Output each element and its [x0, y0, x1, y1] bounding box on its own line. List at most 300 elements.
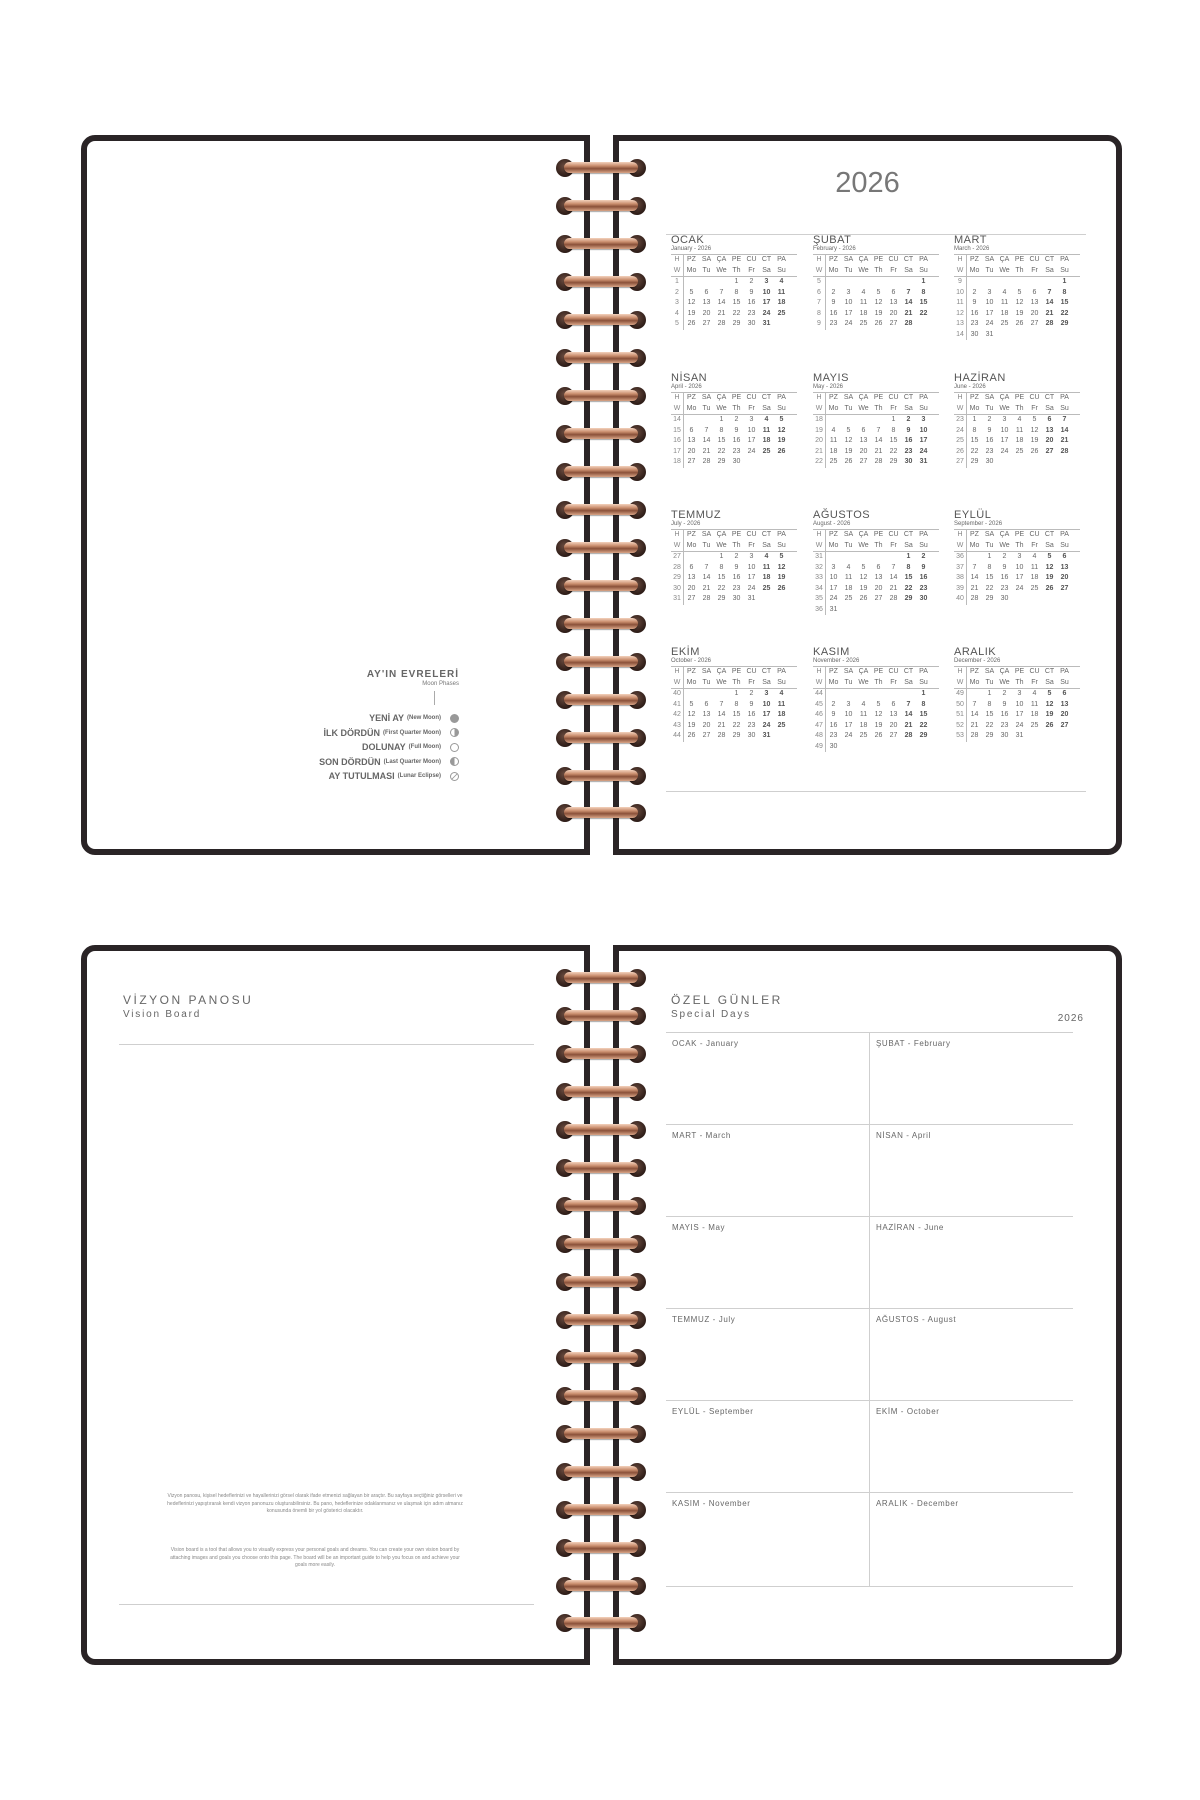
day-cell: 16: [985, 437, 994, 444]
calendar-row: [813, 254, 939, 266]
day-cell: 15: [1060, 299, 1069, 306]
moon-phases-legend: [319, 669, 459, 784]
moon-phase-label: AY TUTULMASI: [328, 771, 395, 782]
day-cell: 9: [972, 299, 977, 306]
day-cell: 31: [762, 732, 771, 739]
day-cell: Fr: [1031, 266, 1038, 274]
day-cell: 18: [1030, 711, 1039, 718]
divider: [666, 791, 1086, 792]
vision-board-text-tr: Vizyon panosu, kişisel hedeflerinizi ve hayallerinizi görsel olarak ifade etmenizi sağlayan bir araçtır. Bu sayfaya seçtiğiniz görselleri ve hedeflerinizi yapıştırarak kendi vizyon panonuzu oluşturabilirsiniz. Bu pano, hedeflerinize odaklanmanız ve ulaşmak için adım atmanız konusunda önemli bir yol gösterici olacaktır.: [167, 1493, 463, 1514]
month-subtitle: May - 2026: [813, 384, 844, 390]
day-cell: [1057, 457, 1072, 468]
moon-phase-row: [319, 711, 459, 726]
calendar-row: [813, 563, 939, 574]
moon-phase-en: (Last Quarter Moon): [383, 758, 441, 765]
day-cell: 20: [1045, 437, 1054, 444]
week-number: W: [813, 266, 826, 277]
day-cell: CU: [746, 256, 757, 263]
day-cell: Fr: [890, 678, 897, 686]
week-number: W: [954, 404, 967, 415]
day-cell: 20: [859, 447, 868, 455]
day-cell: [714, 277, 729, 288]
spiral-coil: [556, 1195, 646, 1215]
month-subtitle: March - 2026: [954, 246, 990, 252]
day-cell: 23: [970, 320, 979, 327]
day-cell: 15: [732, 299, 741, 306]
day-cell: 2: [734, 553, 739, 560]
day-cell: 25: [1030, 721, 1039, 729]
day-cell: 13: [1060, 563, 1069, 571]
day-cell: 31: [1015, 732, 1024, 739]
day-cell: 1: [987, 690, 992, 697]
coil-ring: [564, 200, 638, 211]
day-cell: [856, 552, 871, 563]
day-cell: 11: [777, 288, 786, 296]
day-cell: 20: [702, 309, 711, 317]
calendar-row: [954, 721, 1080, 732]
day-cell: Fr: [1031, 678, 1038, 686]
day-cell: 27: [702, 732, 711, 739]
month-subtitle: February - 2026: [813, 246, 856, 252]
week-number: 28: [671, 563, 684, 574]
week-number: 2: [671, 288, 684, 299]
day-cell: 13: [889, 711, 898, 718]
spiral-coil: [556, 1271, 646, 1291]
year-calendar-page: [613, 135, 1122, 855]
day-cell: 29: [717, 595, 726, 602]
day-cell: 18: [762, 437, 771, 444]
calendar-row: [671, 266, 797, 278]
day-cell: [1057, 594, 1072, 605]
day-cell: 10: [844, 711, 853, 718]
day-cell: 19: [844, 447, 853, 455]
divider: [119, 1604, 534, 1605]
calendar-row: [813, 541, 939, 553]
calendar-row: [954, 426, 1080, 437]
day-cell: 5: [1017, 288, 1022, 296]
month-block: [671, 234, 797, 330]
day-cell: 23: [985, 447, 994, 455]
calendar-row: [954, 563, 1080, 574]
day-cell: 7: [704, 426, 709, 434]
day-cell: 8: [719, 563, 724, 571]
day-cell: 3: [846, 288, 851, 296]
day-cell: 6: [1032, 288, 1037, 296]
day-cell: [856, 742, 871, 753]
day-cell: 8: [734, 288, 739, 296]
spiral-coil: [556, 1233, 646, 1253]
week-number: 43: [671, 721, 684, 732]
day-cell: 14: [717, 299, 726, 306]
day-cell: Th: [1015, 266, 1024, 274]
day-cell: 5: [779, 553, 784, 560]
day-cell: 10: [1015, 563, 1024, 571]
day-cell: 24: [762, 309, 771, 317]
day-cell: 18: [762, 574, 771, 581]
day-cell: 14: [970, 574, 979, 581]
moon-phase-label: DOLUNAY: [361, 742, 406, 753]
coil-ring: [564, 1504, 638, 1515]
day-cell: 1: [719, 416, 724, 423]
day-cell: 30: [985, 458, 994, 465]
day-cell: [1027, 594, 1042, 605]
day-cell: CT: [761, 256, 772, 263]
day-cell: [856, 277, 871, 288]
day-cell: SA: [843, 668, 854, 675]
coil-ring: [564, 732, 638, 743]
day-cell: 8: [987, 700, 992, 708]
day-cell: 21: [889, 584, 898, 592]
coil-ring: [564, 1048, 638, 1059]
day-cell: [1027, 277, 1042, 288]
day-cell: Mo: [969, 266, 980, 274]
day-cell: Mo: [969, 678, 980, 686]
day-cell: 8: [921, 700, 926, 708]
day-cell: We: [858, 541, 869, 549]
day-cell: Tu: [844, 266, 853, 274]
coil-ring: [564, 580, 638, 591]
day-cell: ÇA: [858, 256, 869, 263]
day-cell: Sa: [1045, 266, 1054, 274]
month-subtitle: April - 2026: [671, 384, 702, 390]
calendar-row: [671, 689, 797, 700]
day-cell: [759, 594, 774, 605]
calendar-row: [813, 700, 939, 711]
day-cell: 1: [734, 690, 739, 697]
day-cell: Tu: [985, 404, 994, 412]
day-cell: 28: [970, 595, 979, 602]
day-cell: 27: [687, 458, 696, 465]
day-cell: 4: [846, 563, 851, 571]
day-cell: 22: [732, 309, 741, 317]
day-cell: [1057, 731, 1072, 742]
day-cell: [886, 742, 901, 753]
day-cell: 21: [1045, 309, 1054, 317]
day-cell: 15: [970, 437, 979, 444]
day-cell: 26: [687, 732, 696, 739]
day-cell: 4: [1032, 553, 1037, 560]
calendar-row: [813, 594, 939, 605]
day-cell: 13: [889, 299, 898, 306]
day-cell: 14: [874, 437, 883, 444]
week-number: 34: [813, 584, 826, 595]
day-cell: 3: [749, 416, 754, 423]
special-day-month: MART - March: [672, 1131, 731, 1140]
day-cell: PZ: [970, 531, 979, 538]
day-cell: CT: [903, 531, 914, 538]
week-number: 11: [954, 298, 967, 309]
day-cell: 23: [829, 732, 838, 739]
day-cell: CU: [888, 668, 899, 675]
page-subtitle: Special Days: [671, 1009, 751, 1020]
day-cell: 24: [829, 595, 838, 602]
day-cell: 20: [687, 447, 696, 455]
week-number: 31: [671, 594, 684, 605]
lunar-eclipse-icon: [450, 772, 459, 781]
day-cell: 11: [844, 574, 853, 581]
day-cell: 17: [762, 299, 771, 306]
day-cell: 23: [732, 447, 741, 455]
spiral-coil: [556, 1347, 646, 1367]
day-cell: [774, 594, 789, 605]
divider: [119, 1044, 534, 1045]
day-cell: CU: [888, 531, 899, 538]
day-cell: [699, 415, 714, 426]
calendar-row: [813, 392, 939, 404]
day-cell: 3: [987, 288, 992, 296]
day-cell: We: [858, 404, 869, 412]
day-cell: 9: [921, 563, 926, 571]
day-cell: [916, 742, 931, 753]
day-cell: 12: [874, 299, 883, 306]
coil-ring: [564, 1428, 638, 1439]
day-cell: 28: [717, 732, 726, 739]
day-cell: We: [999, 541, 1010, 549]
day-cell: 5: [861, 563, 866, 571]
week-number: 36: [954, 552, 967, 563]
day-cell: 27: [687, 595, 696, 602]
day-cell: 1: [734, 278, 739, 285]
week-number: 14: [954, 330, 967, 341]
calendar-row: [954, 309, 1080, 320]
day-cell: PA: [1060, 668, 1069, 675]
day-cell: CT: [1044, 394, 1055, 401]
day-cell: 21: [904, 309, 913, 317]
day-cell: 16: [747, 711, 756, 718]
day-cell: 3: [764, 278, 769, 285]
day-cell: 28: [717, 320, 726, 327]
day-cell: 29: [1060, 320, 1069, 327]
day-cell: 22: [717, 447, 726, 455]
day-cell: 27: [1030, 320, 1039, 327]
day-cell: 13: [859, 437, 868, 444]
special-day-cell: [870, 1033, 1073, 1125]
calendar-row: [671, 678, 797, 690]
day-cell: ÇA: [999, 531, 1010, 538]
calendar-row: [671, 529, 797, 541]
day-cell: 10: [1015, 700, 1024, 708]
day-cell: Mo: [686, 678, 697, 686]
day-cell: ÇA: [858, 531, 869, 538]
day-cell: 23: [747, 721, 756, 729]
day-cell: 2: [831, 288, 836, 296]
special-days-year: 2026: [1057, 1013, 1084, 1024]
spiral-coil: [556, 1385, 646, 1405]
day-cell: 15: [919, 711, 928, 718]
day-cell: 20: [874, 584, 883, 592]
day-cell: 29: [732, 732, 741, 739]
day-cell: 7: [972, 563, 977, 571]
spiral-coil: [556, 967, 646, 987]
day-cell: 21: [717, 721, 726, 729]
week-number: 38: [954, 573, 967, 584]
day-cell: [841, 742, 856, 753]
day-cell: PA: [777, 256, 786, 263]
day-cell: PZ: [687, 668, 696, 675]
day-cell: 11: [1030, 700, 1039, 708]
week-number: 27: [954, 457, 967, 468]
day-cell: 2: [906, 416, 911, 423]
day-cell: 21: [874, 447, 883, 455]
day-cell: 24: [985, 320, 994, 327]
calendar-row: [813, 426, 939, 437]
calendar-row: [954, 457, 1080, 468]
day-cell: 19: [874, 721, 883, 729]
calendar-row: [954, 266, 1080, 278]
day-cell: 9: [749, 288, 754, 296]
day-cell: CT: [761, 394, 772, 401]
day-cell: PZ: [829, 394, 838, 401]
moon-phase-row: [319, 769, 459, 784]
day-cell: Th: [732, 404, 741, 412]
day-cell: [871, 605, 886, 616]
day-cell: Fr: [890, 266, 897, 274]
day-cell: PA: [777, 531, 786, 538]
month-name: EKİM: [671, 646, 700, 658]
day-cell: 28: [904, 320, 913, 327]
calendar-row: [671, 404, 797, 416]
day-cell: 8: [987, 563, 992, 571]
day-cell: Fr: [890, 404, 897, 412]
special-day-cell: [666, 1401, 869, 1493]
day-cell: 22: [919, 309, 928, 317]
day-cell: 5: [1032, 416, 1037, 423]
day-cell: 1: [906, 553, 911, 560]
day-cell: [871, 277, 886, 288]
day-cell: PA: [1060, 394, 1069, 401]
coil-ring: [564, 1200, 638, 1211]
day-cell: 5: [876, 288, 881, 296]
day-cell: 28: [702, 595, 711, 602]
day-cell: 13: [1060, 700, 1069, 708]
calendar-row: [671, 309, 797, 320]
week-number: 9: [954, 277, 967, 288]
day-cell: 17: [747, 437, 756, 444]
coil-ring: [564, 1314, 638, 1325]
month-name: AĞUSTOS: [813, 509, 871, 521]
day-cell: Sa: [904, 266, 913, 274]
day-cell: PE: [1014, 394, 1025, 401]
calendar-row: [813, 447, 939, 458]
day-cell: 24: [844, 320, 853, 327]
day-cell: Th: [732, 541, 741, 549]
day-cell: 2: [987, 416, 992, 423]
day-cell: 20: [1030, 309, 1039, 317]
month-name: KASIM: [813, 646, 850, 658]
calendar-row: [813, 298, 939, 309]
week-number: 32: [813, 563, 826, 574]
week-number: 24: [954, 426, 967, 437]
week-number: W: [954, 678, 967, 689]
day-cell: 30: [732, 458, 741, 465]
day-cell: 30: [829, 742, 838, 750]
day-cell: 8: [734, 700, 739, 708]
moon-phase-row: [319, 740, 459, 755]
day-cell: [916, 319, 931, 330]
coil-ring: [564, 1580, 638, 1591]
month-block: [671, 372, 797, 468]
day-cell: 4: [764, 416, 769, 423]
month-block: [954, 509, 1080, 605]
week-number: W: [954, 541, 967, 552]
spiral-coil: [556, 802, 646, 822]
special-day-cell: [870, 1401, 1073, 1493]
day-cell: 2: [1002, 553, 1007, 560]
day-cell: 6: [861, 426, 866, 434]
month-subtitle: August - 2026: [813, 521, 851, 527]
day-cell: 30: [732, 595, 741, 602]
calendar-row: [954, 710, 1080, 721]
coil-ring: [564, 390, 638, 401]
day-cell: 4: [861, 700, 866, 708]
day-cell: PZ: [970, 394, 979, 401]
spiral-coil: [556, 689, 646, 709]
day-cell: 23: [732, 584, 741, 592]
day-cell: 5: [1047, 690, 1052, 697]
special-day-month: HAZİRAN - June: [876, 1223, 944, 1232]
calendar-row: [671, 563, 797, 574]
calendar-row: [813, 666, 939, 678]
week-number: 7: [813, 298, 826, 309]
coil-ring: [564, 1352, 638, 1363]
calendar-row: [954, 330, 1080, 341]
spiral-coil: [556, 537, 646, 557]
spiral-coil: [556, 1081, 646, 1101]
day-cell: 22: [985, 721, 994, 729]
day-cell: PE: [873, 394, 884, 401]
day-cell: 14: [1045, 299, 1054, 306]
coil-ring: [564, 1542, 638, 1553]
day-cell: ÇA: [716, 394, 727, 401]
special-day-month: OCAK - January: [672, 1039, 739, 1048]
spiral-coil: [556, 1119, 646, 1139]
day-cell: PA: [919, 394, 928, 401]
day-cell: 18: [859, 721, 868, 729]
coil-ring: [564, 1276, 638, 1287]
coil-ring: [564, 1466, 638, 1477]
coil-ring: [564, 1124, 638, 1135]
day-cell: CU: [746, 531, 757, 538]
day-cell: Su: [777, 404, 786, 412]
coil-ring: [564, 1617, 638, 1628]
coil-ring: [564, 542, 638, 553]
day-cell: Sa: [762, 404, 771, 412]
day-cell: Th: [732, 678, 741, 686]
day-cell: Tu: [985, 266, 994, 274]
day-cell: [714, 689, 729, 700]
day-cell: 6: [891, 700, 896, 708]
day-cell: 3: [1002, 416, 1007, 423]
day-cell: 27: [1060, 584, 1069, 592]
day-cell: Su: [1060, 541, 1069, 549]
day-cell: 29: [889, 458, 898, 465]
day-cell: [967, 689, 982, 700]
day-cell: [997, 330, 1012, 341]
day-cell: 12: [1045, 700, 1054, 708]
week-number: 27: [671, 552, 684, 563]
month-block: [813, 372, 939, 468]
day-cell: [856, 415, 871, 426]
day-cell: 25: [762, 447, 771, 455]
day-cell: [699, 689, 714, 700]
day-cell: 11: [859, 299, 868, 306]
special-day-cell: [666, 1125, 869, 1217]
day-cell: 28: [1060, 447, 1069, 455]
day-cell: 18: [1030, 574, 1039, 581]
calendar-row: [954, 404, 1080, 416]
coil-ring: [564, 162, 638, 173]
day-cell: Sa: [904, 541, 913, 549]
